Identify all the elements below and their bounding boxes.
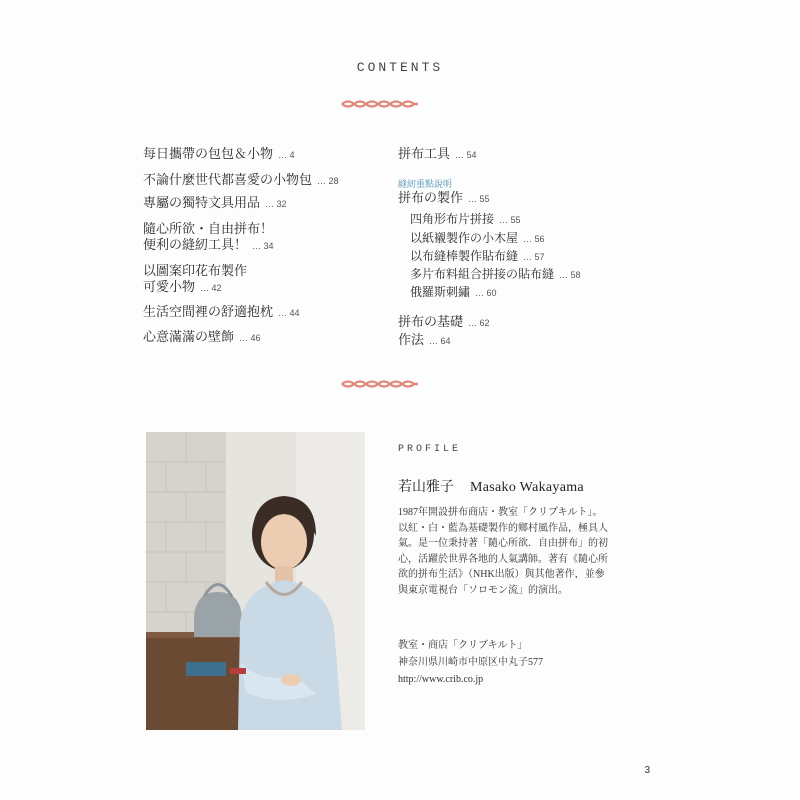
toc-sub-entry[interactable]: 以紙襯製作の小木屋 … 56 bbox=[410, 231, 545, 245]
author-photo bbox=[146, 432, 365, 730]
toc-entry[interactable]: 拼布工具 … 54 bbox=[398, 146, 477, 161]
contents-title: CONTENTS bbox=[356, 60, 444, 75]
toc-sub-entry[interactable]: 多片布料組合拼接の貼布縫 … 58 bbox=[410, 267, 581, 281]
toc-sub-entry[interactable]: 俄羅斯刺繡 … 60 bbox=[410, 285, 497, 299]
toc-entry[interactable]: 專屬の獨特文具用品 … 32 bbox=[143, 195, 287, 210]
bio-line: 與東京電視台「ソロモン流」的演出。 bbox=[398, 584, 568, 596]
toc-entry[interactable]: 拼布の製作 … 55 bbox=[398, 190, 490, 205]
bio-line: 1987年開設拼布商店・教室「クリブキルト」。 bbox=[398, 507, 603, 518]
bio-line: 欲的拼布生活》（NHK出版）與其他著作，並參 bbox=[398, 569, 605, 580]
toc-entry[interactable]: 每日攜帶の包包＆小物 … 4 bbox=[143, 146, 295, 161]
toc-entry[interactable]: 拼布の基礎 … 62 bbox=[398, 314, 490, 329]
profile-label: PROFILE bbox=[398, 444, 462, 455]
shop-address: 神奈川県川崎市中原区中丸子577 bbox=[398, 657, 543, 668]
toc-entry[interactable]: 不論什麼世代都喜愛の小物包 … 28 bbox=[143, 172, 339, 187]
author-name bbox=[398, 476, 584, 496]
bio-line: 氣。是一位秉持著「隨心所欲．自由拼布」的初 bbox=[398, 538, 608, 549]
stitch-divider-middle bbox=[340, 378, 420, 390]
shop-url-link[interactable]: http://www.crib.co.jp bbox=[398, 674, 484, 685]
stitch-divider-top bbox=[340, 98, 420, 110]
shop-name: 教室・商店「クリブキルト」 bbox=[398, 640, 528, 651]
author-name-japanese: 若山雅子 bbox=[398, 480, 454, 495]
toc-entry[interactable]: 隨心所欲・自由拼布！ 便利の縫紉工具！ … 34 bbox=[143, 221, 274, 252]
toc-entry[interactable]: 以圖案印花布製作 可愛小物 … 42 bbox=[143, 263, 248, 294]
toc-sub-entry[interactable]: 四角形布片拼接 … 55 bbox=[410, 212, 521, 226]
bio-line: 心，活躍於世界各地的人氣講師。著有《隨心所 bbox=[398, 553, 608, 565]
toc-entry[interactable]: 心意滿滿の壁飾 … 46 bbox=[143, 329, 261, 344]
section-label: 縫紉重點說明 bbox=[398, 179, 453, 189]
bio-line: 以紅・白・藍為基礎製作的鄉村風作品，極具人 bbox=[398, 522, 608, 534]
page-number: 3 bbox=[644, 765, 650, 776]
toc-entry[interactable]: 生活空間裡の舒適抱枕 … 44 bbox=[143, 304, 300, 319]
author-bio bbox=[398, 505, 614, 598]
toc-entry[interactable]: 作法 … 64 bbox=[398, 332, 451, 347]
toc-sub-entry[interactable]: 以布縫棒製作貼布縫 … 57 bbox=[410, 249, 545, 263]
shop-info bbox=[398, 637, 628, 688]
author-name-english: Masako Wakayama bbox=[470, 480, 584, 495]
